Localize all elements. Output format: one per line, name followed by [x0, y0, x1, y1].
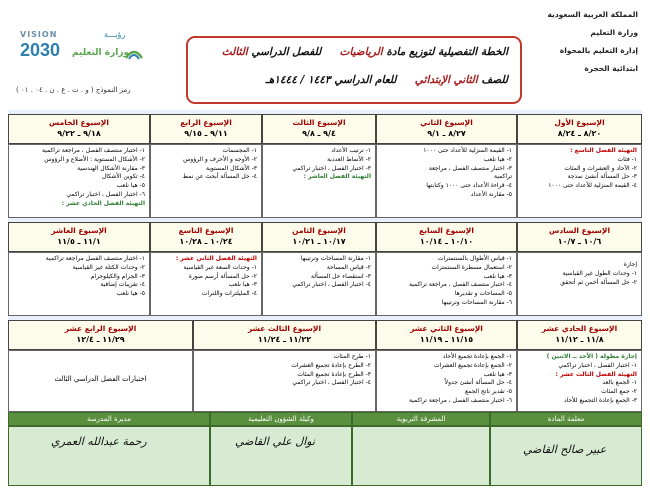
- week-header: الإسبوع الأول ٨/٢٠ ـ ٨/٢٤: [517, 114, 642, 144]
- week-content: التهيئة الفصل التاسع : ١- فئات ٢- الآحاد و العشرات و المئات ٣- حل المسألة أنشئ نمذجة ٤- القيمة المنزلية للأعداد حتى ١٠٠٠: [517, 144, 642, 218]
- week-content: ١- اختبار منتصف الفصل مراجعة تراكمية ٢- وحدات الكتلة غير القياسية ٣- الجرام والكيلوجرام ٤- تقريبات إضافية ٥- هيا نلعب: [8, 252, 150, 316]
- ministry-label: وزارة التعليم: [590, 28, 638, 37]
- ministry-logo-text: وزارة التعليم: [72, 48, 130, 58]
- week-header: الإسبوع الثاني ٨/٢٧ ـ ٩/١: [376, 114, 517, 144]
- signature-box: [210, 426, 352, 486]
- week-header: الإسبوع التاسع ١٠/٢٤ ـ ١٠/٢٨: [150, 222, 262, 252]
- vision-2030-logo: [16, 20, 166, 80]
- signature-box: [490, 426, 642, 486]
- plan-title-box: [186, 36, 522, 104]
- week-header: الإسبوع الثاني عشر ١١/١٥ ـ ١١/١٩: [376, 320, 517, 350]
- signature-role: وكيلة الشؤون التعليمية: [210, 412, 352, 426]
- title-line-2: للصف الثاني الإبتدائي للعام الدراسي ١٤٤٣ / ١٤٤٤هـ: [265, 74, 508, 86]
- signature-name: نوال علي القاضي: [235, 435, 315, 448]
- subject-name: الرياضيات: [339, 46, 383, 58]
- signature-name: رحمة عبدالله العمري: [51, 435, 147, 448]
- week-header: الإسبوع الثالث ٩/٤ ـ ٩/٨: [262, 114, 376, 144]
- school-label: ابتدائية الحجرة: [584, 64, 638, 73]
- week-header: الإسبوع السادس ١٠/٦ ـ ١٠/٧: [517, 222, 642, 252]
- vision-word: رؤيـــة: [104, 30, 126, 39]
- week-content: ١- اختبار منتصف الفصل ، مراجعة تراكمية ٢- الأشكال المستوية : الأضلاع و الرؤوس ٣- مقارنة الأشكال الهندسية ٤- تكوين الأشكال ٥- هيا نلعب ٦- اختبار الفصل ، اختبار تراكمي التهيئة الفصل الحادي عشر :: [8, 144, 150, 218]
- signature-name: عبير صالح القاضي: [523, 443, 607, 456]
- ministry-block: [528, 6, 638, 78]
- vision-year: 2030: [20, 40, 61, 60]
- week-content: ١- مقارنة المساحات وترتيبها ٢- قياس المساحة ٣- استقصاء حل المسألة ٤- اختبار الفصل ، اختبار تراكمي: [262, 252, 376, 316]
- week-content: ١- قياس الأطوال بالسنتمترات ٢- استعمال مسطرة السنتمترات ٣- هيا نلعب ٤- اختبار منتصف الفصل ، مراجعة تراكمية ٥- المساحات و تقديرها ٦- مقارنة المساحات وترتيبها: [376, 252, 517, 316]
- week-content: إجازة ١- وحدات الطول غير القياسية ٢- حل المسألة أخمن ثم أتحقق: [517, 252, 642, 316]
- model-code: رمز النموذج ( و . ت . ع . ن . ٠٤ . ٠١ ): [16, 86, 131, 94]
- signature-box: [8, 426, 210, 486]
- ministry-emblem-icon: [124, 44, 144, 62]
- week-content: إجازة مطولة ( الأحد ــ الاثنين ) ١- اختبار الفصل ، اختبار تراكمي التهيئة الفصل الثالث عشر : ١- الجمع بالعد ٢- جمع المئات ٣- الجمع بإعادة التجميع للأحاد: [517, 350, 642, 412]
- week-header: الإسبوع السابع ١٠/١٠ ـ ١٠/١٤: [376, 222, 517, 252]
- vision-label: VISION: [20, 30, 58, 39]
- week-content: ١- الجمع بإعادة تجميع الأحاد ٢- الجمع بإعادة تجميع العشرات ٣- هيا نلعب ٤- حل المسألة أنشئ جدولاً ٥- تقدير ناتج الجمع ٦- اختبار منتصف الفصل ، مراجعة تراكمية: [376, 350, 517, 412]
- week-header: الإسبوع الخامس ٩/١٨ ـ ٩/٢٢: [8, 114, 150, 144]
- signature-box: [352, 426, 490, 486]
- week-header: الإسبوع الثامن ١٠/١٧ ـ ١٠/٢١: [262, 222, 376, 252]
- week-content: ١- القيمة المنزلية للأعداد حتى ١٠٠٠ ٢- هيا نلعب ٣- اختبار منتصف الفصل ، مراجعة تراكمية ٤- قراءة الأعداد حتى ١٠٠٠ وكتابتها ٥- مقارنة الأعداد: [376, 144, 517, 218]
- week-content: ١- طرح المئات ٢- الطرح بإعادة تجميع العشرات ٣- الطرح بإعادة تجميع المئات ٤- اختبار الفصل ، اختبار تراكمي: [193, 350, 376, 412]
- week-header: الإسبوع الرابع ٩/١١ ـ ٩/١٥: [150, 114, 262, 144]
- week-content: ١- ترتيب الأعداد ٢- الأنماط العددية ٣- اختبار الفصل ، اختبار تراكمي التهيئة الفصل العاشر :: [262, 144, 376, 218]
- department-label: إدارة التعليم بالمحواة: [559, 46, 638, 55]
- week-content: ١- المجسمات ٢- الأوجه و الأحرف و الرؤوس ٣- الأشكال المستوية ٤- حل المسألة أبحث عن نمط: [150, 144, 262, 218]
- week-header: الإسبوع العاشر ١١/١ ـ ١١/٥: [8, 222, 150, 252]
- week-content: التهيئة الفصل الثاني عشر : ١- وحدات السعة غير القياسية ٢- حل المسألة أرسم صورة ٣- هيا نلعب ٤- المليلترات واللترات: [150, 252, 262, 316]
- week-header: الإسبوع الثالث عشر ١١/٢٢ ـ ١١/٢٤: [193, 320, 376, 350]
- signature-role: معلمة المادة: [490, 412, 642, 426]
- signature-role: مديرة المدرسة: [8, 412, 210, 426]
- kingdom-label: المملكة العربية السعودية: [547, 10, 638, 19]
- term-name: الثالث: [221, 46, 248, 58]
- signature-role: المشرفة التربوية: [352, 412, 490, 426]
- grade-name: الثاني الإبتدائي: [414, 74, 478, 86]
- week-header: الإسبوع الحادي عشر ١١/٨ ـ ١١/١٢: [517, 320, 642, 350]
- week-content: اختبارات الفصل الدراسي الثالث: [8, 350, 193, 412]
- title-line-1: الخطة التفصيلية لتوزيع مادة الرياضيات للفصل الدراسي الثالث: [221, 46, 508, 58]
- week-header: الإسبوع الرابع عشر ١١/٢٩ ـ ١٢/٤: [8, 320, 193, 350]
